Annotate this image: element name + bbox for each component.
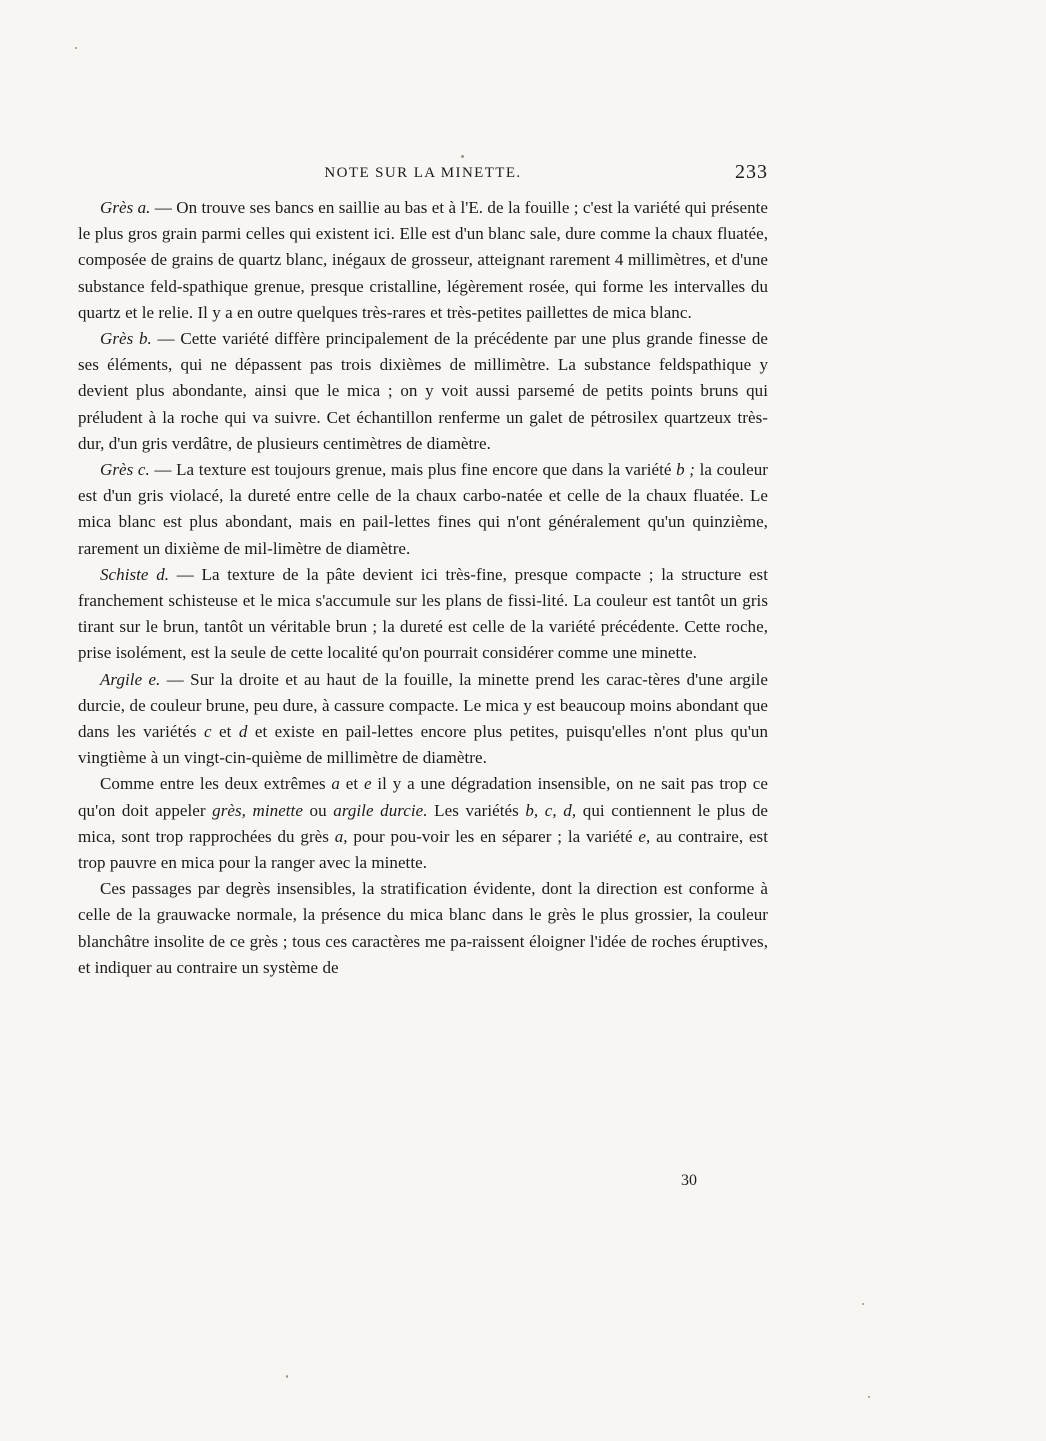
paragraph-gres-a — [78, 195, 768, 326]
paragraph-schiste-d — [78, 562, 768, 667]
page-number: 233 — [735, 161, 768, 183]
paragraph-text: ou — [302, 800, 334, 820]
paragraph-text: Les variétés — [427, 800, 526, 820]
paragraph-text: Comme entre les deux extrêmes — [100, 774, 332, 794]
paragraph-comme-entre — [78, 771, 768, 876]
paragraph-text: et existe en pail-lettes encore plus petites, puisqu'elles n'ont plus qu'un vingtième à un vingt-cin-quième de millimètre de diamètre. — [78, 722, 768, 768]
signature-mark: 30 — [681, 1172, 697, 1189]
page-header — [78, 163, 768, 187]
variety-letter: e, — [638, 826, 651, 846]
paper-speck — [862, 1303, 864, 1305]
paragraph-text: qui contiennent le plus de mica, sont trop rapprochées du grès — [78, 800, 768, 846]
paragraph-text: — Cette variété diffère principalement de la précédente par une plus grande finesse de ses éléments, qui ne dépassent pas trois dixièmes de millimètre. La substance feldspathique y devient plus abondante, ainsi que le mica ; on y voit aussi parsemé de petits points bruns qui préludent à la roche qui va suivre. Cet échantillon renferme un galet de pétrosilex quartzeux très-dur, d'un gris verdâtre, de plusieurs centimètres de diamètre. — [78, 329, 769, 453]
paragraph-text: et — [339, 774, 364, 794]
paragraph-label: Schiste d. — [100, 564, 170, 584]
variety-letter: a, — [334, 826, 348, 846]
paragraph-gres-c — [78, 457, 768, 562]
paper-speck — [461, 155, 464, 158]
paragraph-text: — La texture est toujours grenue, mais plus fine encore que dans la variété — [154, 460, 677, 480]
italic-term: argile durcie. — [333, 800, 428, 820]
paragraph-text: et — [211, 722, 239, 742]
paragraph-label: Grès b. — [100, 329, 152, 349]
paragraph-text: pour pou-voir les en séparer ; la variété — [347, 826, 639, 846]
paragraph-text: au contraire, est trop pauvre en mica pour la ranger avec la minette. — [78, 826, 768, 873]
paragraph-argile-e — [78, 667, 768, 772]
italic-term: grès, minette — [212, 800, 303, 820]
paragraph-text: — La texture de la pâte devient ici très-fine, presque compacte ; la structure est franchement schisteuse et le mica s'accumule sur les plans de fissi-lité. La couleur est tantôt un gris tirant sur le brun, tantôt un véritable brun ; la dureté est celle de la variété précédente. Cette roche, prise isolément, est la seule de cette localité qu'on pourrait considérer comme une minette. — [78, 564, 768, 663]
paragraph-text: la couleur est d'un gris violacé, la dureté entre celle de la chaux carbo-natée et celle de la chaux fluatée. Le mica blanc est plus abondant, mais en pail-lettes fines qui n'ont généralement qu'un quinzième, rarement un dixième de mil-limètre de diamètre. — [78, 460, 768, 558]
paper-speck — [75, 47, 77, 49]
paragraph-text: — On trouve ses bancs en saillie au bas et à l'E. de la fouille ; c'est la variété qui présente le plus gros grain parmi celles qui existent ici. Elle est d'un blanc sale, dure comme la chaux fluatée, composée de grains de quartz blanc, inégaux de grosseur, atteignant rarement 4 millimètres, et d'une substance feld-spathique grenue, presque cristalline, légèrement rosée, qui forme les intervalles du quartz et le relie. Il y a en outre quelques très-rares et très-petites paillettes de mica blanc. — [78, 198, 768, 322]
body-text — [78, 195, 768, 981]
paragraph-text: il y a une dégradation insensible, on ne sait pas trop ce qu'on doit appeler — [78, 774, 768, 820]
variety-letter: b ; — [676, 460, 696, 480]
paper-speck — [868, 1396, 870, 1398]
paragraph-ces-passages — [78, 876, 768, 981]
paragraph-label: Grès c. — [100, 460, 150, 480]
paragraph-label: Grès a. — [100, 198, 151, 217]
paragraph-text: — Sur la droite et au haut de la fouille, la minette prend les carac-tères d'une argile durcie, de couleur brune, peu dure, à cassure compacte. Le mica y est beaucoup moins abondant que dans les variétés — [78, 669, 768, 742]
variety-letter: a — [331, 774, 340, 794]
paragraph-label: Argile e. — [100, 669, 161, 689]
variety-letter: e — [363, 774, 372, 794]
paragraph-gres-b — [78, 326, 768, 457]
variety-letter: b, c, d, — [525, 800, 577, 820]
paper-speck — [286, 1375, 288, 1378]
variety-letter: d — [238, 722, 248, 742]
paragraph-text: Ces passages par degrès insensibles, la stratification évidente, dont la direction est conforme à celle de la grauwacke normale, la présence du mica blanc dans le grès le plus grossier, la couleur blanchâtre insolite de ce grès ; tous ces caractères me pa-raissent éloigner l'idée de roches éruptives, et indiquer au contraire un système de — [78, 879, 768, 977]
variety-letter: c — [203, 722, 212, 742]
running-title: NOTE SUR LA MINETTE. — [324, 165, 522, 181]
